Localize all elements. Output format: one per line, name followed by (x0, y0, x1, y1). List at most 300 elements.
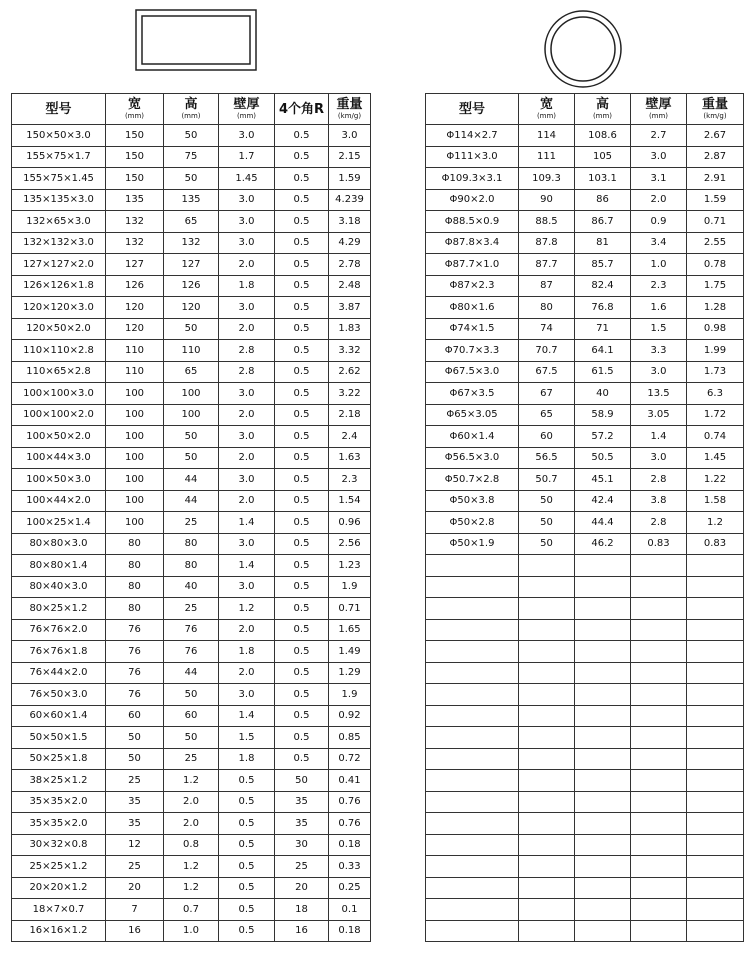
table-cell: 132 (106, 211, 164, 233)
table-cell (687, 748, 744, 770)
table-row (12, 361, 371, 383)
table-cell: 76×76×2.0 (12, 619, 106, 641)
table-cell: 60 (519, 426, 575, 448)
table-cell: 3.0 (219, 426, 275, 448)
table-cell: 0.5 (275, 748, 329, 770)
table-cell: 110 (106, 340, 164, 362)
table-cell: 0.96 (329, 512, 371, 534)
table-cell: 0.5 (275, 727, 329, 749)
table-row (426, 211, 744, 233)
table-cell (426, 705, 519, 727)
table-cell: 3.22 (329, 383, 371, 405)
table-cell: 50.7 (519, 469, 575, 491)
round-tube-spec-table (425, 93, 744, 942)
table-row (12, 447, 371, 469)
table-cell: 0.5 (275, 318, 329, 340)
table-cell: 50 (275, 770, 329, 792)
table-cell: 0.5 (219, 856, 275, 878)
table-row (12, 490, 371, 512)
table-cell: 2.0 (219, 662, 275, 684)
table-row (426, 447, 744, 469)
table-row (12, 383, 371, 405)
table-cell (631, 641, 687, 663)
table-cell (519, 619, 575, 641)
table-cell: 120×50×2.0 (12, 318, 106, 340)
table-cell: 1.0 (631, 254, 687, 276)
table-row (426, 146, 744, 168)
table-cell: 76×76×1.8 (12, 641, 106, 663)
table-cell: 3.0 (219, 469, 275, 491)
table-cell: 0.5 (275, 447, 329, 469)
table-cell: 3.0 (631, 447, 687, 469)
table-cell (519, 834, 575, 856)
table-cell (631, 877, 687, 899)
column-header-unit: (mm) (648, 112, 669, 120)
table-cell: 155×75×1.7 (12, 146, 106, 168)
table-cell: 100×25×1.4 (12, 512, 106, 534)
table-row (12, 877, 371, 899)
table-cell: 126×126×1.8 (12, 275, 106, 297)
table-cell: 76×50×3.0 (12, 684, 106, 706)
table-cell: 80 (164, 533, 219, 555)
round-tube-icon (543, 9, 623, 89)
table-cell: 74 (519, 318, 575, 340)
table-row (12, 684, 371, 706)
table-cell: 1.8 (219, 748, 275, 770)
column-header-label: 壁厚 (645, 97, 672, 112)
table-cell: 2.56 (329, 533, 371, 555)
table-cell: 150 (106, 125, 164, 147)
table-cell: 0.5 (275, 146, 329, 168)
table-row (12, 297, 371, 319)
table-cell: 0.5 (275, 211, 329, 233)
table-cell: 135×135×3.0 (12, 189, 106, 211)
column-header (106, 94, 164, 125)
table-cell: 0.5 (275, 404, 329, 426)
table-cell (426, 598, 519, 620)
table-cell: 0.72 (329, 748, 371, 770)
table-cell: 0.5 (219, 791, 275, 813)
table-row (426, 361, 744, 383)
table-cell: 127 (106, 254, 164, 276)
table-cell: 40 (575, 383, 631, 405)
table-cell: 0.5 (275, 469, 329, 491)
table-cell: 150 (106, 168, 164, 190)
table-cell: 1.2 (219, 598, 275, 620)
table-cell: 100×50×3.0 (12, 469, 106, 491)
table-cell: 75 (164, 146, 219, 168)
table-cell: 1.59 (687, 189, 744, 211)
table-cell: 3.0 (219, 125, 275, 147)
table-cell: 50×25×1.8 (12, 748, 106, 770)
table-cell: 2.0 (219, 254, 275, 276)
table-cell: 87.7 (519, 254, 575, 276)
table-cell: 1.6 (631, 297, 687, 319)
table-row (426, 340, 744, 362)
table-cell: 3.0 (631, 146, 687, 168)
table-cell: 1.4 (219, 512, 275, 534)
table-cell: 0.18 (329, 920, 371, 942)
table-cell: 1.63 (329, 447, 371, 469)
table-cell (519, 920, 575, 942)
table-row (12, 125, 371, 147)
table-cell: 80×80×1.4 (12, 555, 106, 577)
column-header-unit: (km/g) (703, 112, 727, 120)
table-cell: 2.0 (219, 619, 275, 641)
column-header-label: 4个角R (278, 101, 325, 117)
column-header (164, 94, 219, 125)
table-cell: 56.5 (519, 447, 575, 469)
empty-table-row (426, 662, 744, 684)
table-cell (631, 791, 687, 813)
table-cell (631, 770, 687, 792)
table-cell: 42.4 (575, 490, 631, 512)
table-cell: 71 (575, 318, 631, 340)
table-cell (426, 877, 519, 899)
table-cell: 65 (519, 404, 575, 426)
table-cell: 40 (164, 576, 219, 598)
table-cell: 20 (106, 877, 164, 899)
table-cell: 60×60×1.4 (12, 705, 106, 727)
table-row (12, 705, 371, 727)
table-cell: 0.5 (275, 490, 329, 512)
table-cell: 0.9 (631, 211, 687, 233)
table-cell: 1.54 (329, 490, 371, 512)
table-row (12, 834, 371, 856)
table-cell: 80×80×3.0 (12, 533, 106, 555)
table-cell: 25 (164, 748, 219, 770)
table-cell (575, 619, 631, 641)
empty-table-row (426, 856, 744, 878)
table-cell: 3.18 (329, 211, 371, 233)
table-cell: 0.25 (329, 877, 371, 899)
table-cell: Φ50×2.8 (426, 512, 519, 534)
table-cell (687, 598, 744, 620)
table-cell: 0.33 (329, 856, 371, 878)
table-cell: 132×65×3.0 (12, 211, 106, 233)
table-cell: 50 (164, 125, 219, 147)
table-cell: 110×65×2.8 (12, 361, 106, 383)
column-header-unit: (km/g) (337, 112, 362, 120)
table-cell: 67 (519, 383, 575, 405)
table-cell (519, 813, 575, 835)
table-cell: 1.4 (219, 705, 275, 727)
table-cell (631, 684, 687, 706)
table-cell: 88.5 (519, 211, 575, 233)
table-cell (687, 662, 744, 684)
table-cell: 1.8 (219, 275, 275, 297)
table-cell: 65 (164, 211, 219, 233)
column-header (575, 94, 631, 125)
table-cell: 109.3 (519, 168, 575, 190)
table-cell: 44 (164, 662, 219, 684)
table-cell: Φ65×3.05 (426, 404, 519, 426)
table-cell: Φ67.5×3.0 (426, 361, 519, 383)
table-cell (519, 791, 575, 813)
table-cell: 3.0 (219, 232, 275, 254)
table-row (12, 404, 371, 426)
table-cell: 0.78 (687, 254, 744, 276)
table-cell: 44.4 (575, 512, 631, 534)
table-cell (426, 684, 519, 706)
table-cell (426, 791, 519, 813)
table-cell: 100 (106, 383, 164, 405)
table-cell: 135 (106, 189, 164, 211)
empty-table-row (426, 748, 744, 770)
table-cell: 1.2 (164, 856, 219, 878)
table-cell: 120 (106, 318, 164, 340)
column-header-label: 重量 (701, 97, 728, 112)
table-cell: 0.5 (275, 555, 329, 577)
table-cell: 50 (519, 490, 575, 512)
table-cell: 20 (275, 877, 329, 899)
table-cell: 0.98 (687, 318, 744, 340)
table-cell: 44 (164, 490, 219, 512)
table-cell: 3.0 (219, 189, 275, 211)
table-row (426, 125, 744, 147)
table-cell: 2.0 (164, 813, 219, 835)
table-cell: 2.91 (687, 168, 744, 190)
table-cell: 126 (164, 275, 219, 297)
table-row (12, 189, 371, 211)
table-cell (687, 791, 744, 813)
table-cell: 114 (519, 125, 575, 147)
empty-table-row (426, 899, 744, 921)
table-cell: 2.0 (219, 404, 275, 426)
table-cell: 3.0 (219, 533, 275, 555)
table-row (426, 297, 744, 319)
table-cell: 0.5 (275, 619, 329, 641)
table-cell: 1.83 (329, 318, 371, 340)
table-cell: 90 (519, 189, 575, 211)
table-cell: 0.71 (329, 598, 371, 620)
column-header-label: 高 (184, 97, 198, 112)
table-cell: 3.0 (329, 125, 371, 147)
empty-table-row (426, 770, 744, 792)
table-cell (575, 598, 631, 620)
table-cell: 76 (164, 619, 219, 641)
table-cell (631, 619, 687, 641)
table-cell: 86.7 (575, 211, 631, 233)
table-cell: 38×25×1.2 (12, 770, 106, 792)
table-cell: 50 (106, 727, 164, 749)
table-cell: 1.23 (329, 555, 371, 577)
table-cell: 0.5 (275, 576, 329, 598)
table-cell: 2.3 (631, 275, 687, 297)
table-cell: 0.5 (275, 598, 329, 620)
table-cell: 0.18 (329, 834, 371, 856)
column-header-unit: (mm) (592, 112, 613, 120)
table-cell: 1.7 (219, 146, 275, 168)
table-cell: 155×75×1.45 (12, 168, 106, 190)
table-cell (519, 555, 575, 577)
table-cell: 2.8 (219, 340, 275, 362)
empty-table-row (426, 576, 744, 598)
table-cell: 1.75 (687, 275, 744, 297)
table-cell (426, 576, 519, 598)
table-cell (687, 641, 744, 663)
table-cell: 16×16×1.2 (12, 920, 106, 942)
table-row (12, 533, 371, 555)
column-header-unit: (mm) (536, 112, 557, 120)
table-cell: 80×40×3.0 (12, 576, 106, 598)
table-cell: 76 (106, 619, 164, 641)
table-cell: 45.1 (575, 469, 631, 491)
table-cell: 2.15 (329, 146, 371, 168)
table-cell: Φ50.7×2.8 (426, 469, 519, 491)
table-cell: 3.3 (631, 340, 687, 362)
table-cell: 2.0 (631, 189, 687, 211)
table-cell: 126 (106, 275, 164, 297)
table-cell (426, 920, 519, 942)
table-cell: 0.5 (275, 297, 329, 319)
table-cell: 0.5 (275, 254, 329, 276)
table-cell: 80 (106, 533, 164, 555)
table-cell (519, 598, 575, 620)
table-cell: 0.71 (687, 211, 744, 233)
table-cell: 150×50×3.0 (12, 125, 106, 147)
table-header-row (12, 94, 371, 125)
table-cell: 50 (164, 727, 219, 749)
table-row (12, 662, 371, 684)
table-cell: 1.59 (329, 168, 371, 190)
empty-table-row (426, 705, 744, 727)
table-cell: Φ87.8×3.4 (426, 232, 519, 254)
table-cell: 0.76 (329, 791, 371, 813)
table-cell (687, 684, 744, 706)
table-cell: 76 (106, 684, 164, 706)
table-cell (519, 899, 575, 921)
table-cell: 0.5 (275, 512, 329, 534)
table-cell: 1.5 (219, 727, 275, 749)
empty-table-row (426, 877, 744, 899)
table-cell: 64.1 (575, 340, 631, 362)
column-header-label: 型号 (45, 101, 72, 117)
table-cell: 18×7×0.7 (12, 899, 106, 921)
table-cell: 25 (106, 856, 164, 878)
table-cell (519, 770, 575, 792)
table-cell: 3.0 (219, 684, 275, 706)
table-cell (575, 727, 631, 749)
table-cell: 25×25×1.2 (12, 856, 106, 878)
table-cell: Φ60×1.4 (426, 426, 519, 448)
table-row (12, 748, 371, 770)
table-cell (687, 920, 744, 942)
table-cell (519, 877, 575, 899)
table-cell (519, 727, 575, 749)
table-cell: 80 (164, 555, 219, 577)
column-header (12, 94, 106, 125)
table-cell: 1.8 (219, 641, 275, 663)
table-cell (631, 555, 687, 577)
rectangular-tube-icon (135, 9, 257, 71)
table-cell: 103.1 (575, 168, 631, 190)
table-cell: 80×25×1.2 (12, 598, 106, 620)
table-cell: 0.76 (329, 813, 371, 835)
table-cell (519, 662, 575, 684)
table-cell: 50 (164, 684, 219, 706)
table-cell: 1.2 (687, 512, 744, 534)
table-cell: 127×127×2.0 (12, 254, 106, 276)
table-cell: 80 (106, 598, 164, 620)
table-cell (426, 770, 519, 792)
table-cell: 1.58 (687, 490, 744, 512)
table-cell (575, 705, 631, 727)
table-cell: Φ74×1.5 (426, 318, 519, 340)
empty-table-row (426, 813, 744, 835)
table-cell: 1.9 (329, 576, 371, 598)
table-cell: Φ87×2.3 (426, 275, 519, 297)
table-row (12, 275, 371, 297)
table-cell (631, 705, 687, 727)
table-cell: 0.92 (329, 705, 371, 727)
table-cell: 100 (164, 383, 219, 405)
table-row (426, 490, 744, 512)
table-cell: 3.87 (329, 297, 371, 319)
table-row (426, 168, 744, 190)
table-cell (426, 555, 519, 577)
table-cell: 50 (519, 533, 575, 555)
table-cell: 100×44×2.0 (12, 490, 106, 512)
table-cell: 3.8 (631, 490, 687, 512)
table-cell: 2.8 (631, 469, 687, 491)
table-cell: 0.7 (164, 899, 219, 921)
column-header-unit: (mm) (124, 112, 145, 120)
column-header (329, 94, 371, 125)
table-cell: 20×20×1.2 (12, 877, 106, 899)
table-cell: 67.5 (519, 361, 575, 383)
column-header-label: 宽 (127, 97, 141, 112)
table-cell: 1.99 (687, 340, 744, 362)
table-cell: Φ111×3.0 (426, 146, 519, 168)
table-row (12, 619, 371, 641)
table-cell: 3.32 (329, 340, 371, 362)
table-cell: 132×132×3.0 (12, 232, 106, 254)
table-row (426, 533, 744, 555)
table-cell: 35×35×2.0 (12, 813, 106, 835)
table-cell (575, 856, 631, 878)
column-header-label: 重量 (336, 97, 363, 112)
table-cell: 16 (275, 920, 329, 942)
table-cell: 87.8 (519, 232, 575, 254)
table-cell: 2.18 (329, 404, 371, 426)
table-cell (687, 555, 744, 577)
table-cell: 2.7 (631, 125, 687, 147)
table-cell: 50 (164, 168, 219, 190)
table-cell: 0.85 (329, 727, 371, 749)
table-cell: 1.72 (687, 404, 744, 426)
table-cell: 7 (106, 899, 164, 921)
table-cell: 1.45 (687, 447, 744, 469)
table-row (12, 512, 371, 534)
table-cell: 60 (106, 705, 164, 727)
table-cell (687, 899, 744, 921)
table-cell: 6.3 (687, 383, 744, 405)
column-header-unit: (mm) (181, 112, 201, 120)
table-cell: 3.0 (631, 361, 687, 383)
table-cell: 0.5 (275, 168, 329, 190)
table-row (426, 189, 744, 211)
table-cell (687, 770, 744, 792)
table-cell: 50 (164, 426, 219, 448)
table-cell: 25 (275, 856, 329, 878)
table-cell: 100 (106, 512, 164, 534)
column-header-label: 壁厚 (233, 97, 260, 112)
table-cell (687, 856, 744, 878)
table-cell: 2.67 (687, 125, 744, 147)
table-cell: 16 (106, 920, 164, 942)
table-row (426, 318, 744, 340)
